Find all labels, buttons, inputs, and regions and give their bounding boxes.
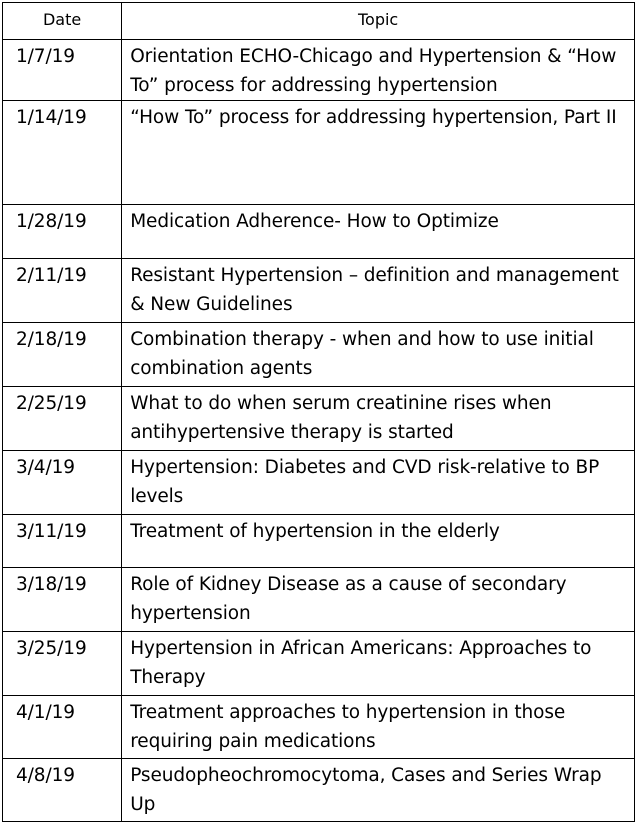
table-row <box>3 451 635 515</box>
table-row <box>3 387 635 451</box>
column-header-topic: Topic <box>122 3 635 40</box>
header-row <box>3 3 635 40</box>
date-cell: 2/25/19 <box>3 387 122 451</box>
table-row <box>3 696 635 759</box>
table-row <box>3 205 635 259</box>
column-header-date: Date <box>3 3 122 40</box>
date-cell: 3/25/19 <box>3 632 122 696</box>
table-row <box>3 515 635 568</box>
date-cell: 3/18/19 <box>3 568 122 632</box>
table-row <box>3 759 635 822</box>
topic-cell: Treatment of hypertension in the elderly <box>122 515 635 568</box>
date-cell: 3/11/19 <box>3 515 122 568</box>
date-cell: 1/14/19 <box>3 101 122 205</box>
table-row <box>3 101 635 205</box>
topic-cell: Resistant Hypertension – definition and management & New Guidelines <box>122 259 635 323</box>
date-cell: 1/28/19 <box>3 205 122 259</box>
topic-cell: Medication Adherence- How to Optimize <box>122 205 635 259</box>
topic-cell: Hypertension: Diabetes and CVD risk-relative to BP levels <box>122 451 635 515</box>
topic-cell: Hypertension in African Americans: Approaches to Therapy <box>122 632 635 696</box>
date-cell: 3/4/19 <box>3 451 122 515</box>
date-cell: 1/7/19 <box>3 40 122 101</box>
table-row <box>3 40 635 101</box>
topic-cell: Pseudopheochromocytoma, Cases and Series Wrap Up <box>122 759 635 822</box>
date-cell: 4/8/19 <box>3 759 122 822</box>
table-row <box>3 259 635 323</box>
schedule-table <box>2 2 635 822</box>
topic-cell: What to do when serum creatinine rises when antihypertensive therapy is started <box>122 387 635 451</box>
topic-cell: Orientation ECHO-Chicago and Hypertension & “How To” process for addressing hypertension <box>122 40 635 101</box>
table-row <box>3 568 635 632</box>
date-cell: 4/1/19 <box>3 696 122 759</box>
topic-cell: Combination therapy - when and how to use initial combination agents <box>122 323 635 387</box>
table-row <box>3 323 635 387</box>
topic-cell: Role of Kidney Disease as a cause of secondary hypertension <box>122 568 635 632</box>
date-cell: 2/11/19 <box>3 259 122 323</box>
topic-cell: Treatment approaches to hypertension in those requiring pain medications <box>122 696 635 759</box>
topic-cell: “How To” process for addressing hypertension, Part II <box>122 101 635 205</box>
date-cell: 2/18/19 <box>3 323 122 387</box>
table-row <box>3 632 635 696</box>
